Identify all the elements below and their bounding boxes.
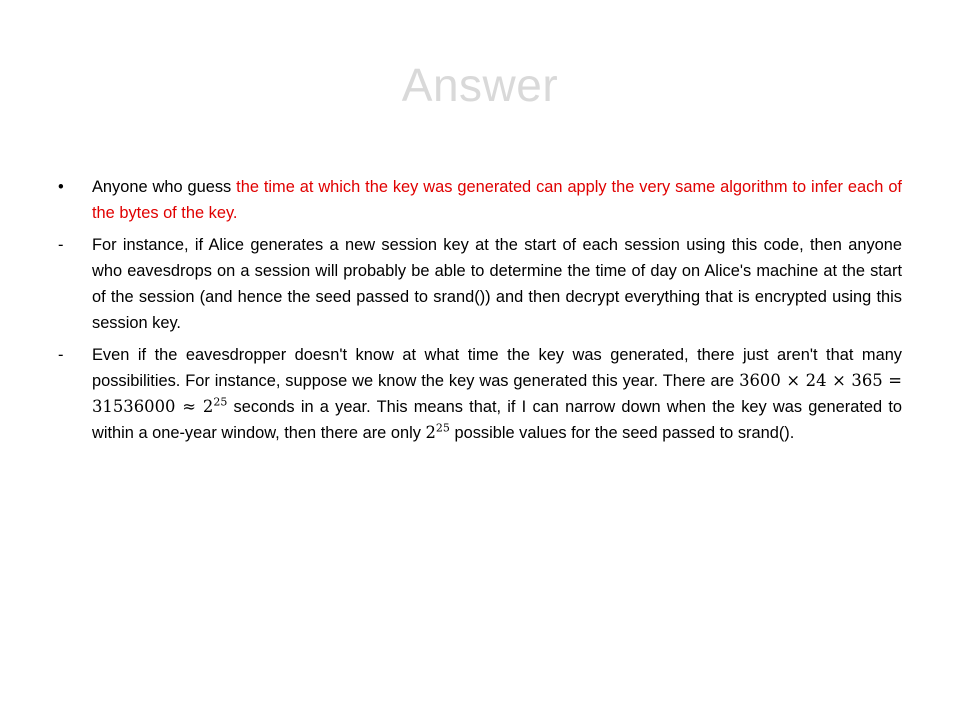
highlighted-text: the time at which the key was generated can apply the very same algorithm to infer each of the bytes of the key. — [92, 178, 902, 222]
slide-title: Answer — [401, 59, 559, 111]
text-segment: seconds in a year. This means that, if I can narrow down when the key was generated to within a one-year window, then there are only — [92, 398, 902, 442]
math-base: 3600 × 24 × 365 = 31536000 ≈ 2 — [92, 371, 902, 416]
text-segment: Even if the eavesdropper doesn't know at what time the key was generated, there just aren't that many possibilities. For instance, suppose we know the key was generated this year. There are — [92, 346, 902, 390]
bullet-item-1 — [58, 174, 902, 226]
bullet-text — [92, 174, 902, 226]
bullet-item-2 — [58, 232, 902, 336]
dash-marker: - — [58, 236, 64, 254]
bullet-marker: • — [58, 178, 64, 196]
bullet-text: For instance, if Alice generates a new session key at the start of each session using this code, then anyone who eavesdrops on a session will probably be able to determine the time of day on Alice's machine at the start of the session (and hence the seed passed to srand()) and then decrypt everything that is encrypted using this session key. — [92, 236, 902, 332]
math-expression — [425, 423, 449, 442]
math-exponent: 25 — [213, 395, 228, 409]
bullet-text — [92, 342, 902, 446]
bullet-lead-text: Anyone who guess — [92, 178, 237, 196]
bullet-item-3 — [58, 342, 902, 446]
dash-marker: - — [58, 346, 64, 364]
text-segment: possible values for the seed passed to srand(). — [449, 424, 795, 442]
math-base: 2 — [425, 423, 436, 442]
math-exponent: 25 — [435, 421, 450, 435]
